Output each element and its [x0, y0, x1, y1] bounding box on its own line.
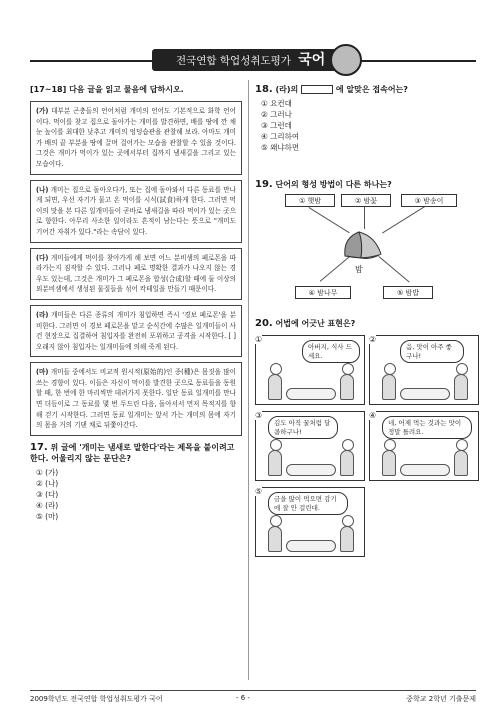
- comic-panel-4[interactable]: [369, 411, 479, 481]
- connector-line: [364, 207, 365, 229]
- passage-text: 개미들은 다른 종류의 개미가 침입하면 즉시 '경보 페로몬'을 분비한다. 그러면 이 경보 페로몬을 맡고 순식간에 수많은 일개미들이 사건 현장으로 집결하여 침입자를 완전히 포위하고 공격을 시작한다. [ ] 오래지 않아 침입자는 일개미들에 의해 죽게 된다.: [36, 310, 236, 351]
- question-18: [255, 84, 477, 153]
- word-box-4: ④ 밤나무: [295, 286, 351, 299]
- question-text-before: (라)의: [275, 85, 299, 94]
- header-banner: [152, 49, 352, 71]
- question-number: 20.: [255, 318, 273, 329]
- person-figure: [454, 450, 468, 476]
- option-2[interactable]: ② 그러나: [261, 110, 292, 119]
- dining-table: [400, 464, 450, 476]
- question-19: [255, 179, 477, 302]
- panel-number: ③: [255, 411, 263, 420]
- panel-number: ②: [369, 335, 377, 344]
- word-box-2: ② 밤꽃: [341, 194, 391, 207]
- person-figure: [268, 526, 282, 552]
- passage-ra: [36, 310, 236, 352]
- person-figure: [340, 450, 354, 476]
- person-figure: [268, 374, 282, 400]
- option-4[interactable]: ④ (라): [36, 500, 59, 510]
- person-figure: [268, 450, 282, 476]
- leaf-logo-icon: [330, 44, 362, 76]
- passage-label: (가): [36, 107, 49, 115]
- page-number: - 6 -: [236, 694, 250, 702]
- question-number: 19.: [255, 179, 273, 190]
- passage-box: [30, 248, 242, 300]
- passage-da: [36, 253, 236, 295]
- question-text: 위 글에 '개미는 냄새로 말한다'라는 제목을 붙이려고 한다. 어울리지 않는 문단은?: [30, 442, 235, 463]
- panel-number: ①: [255, 335, 263, 344]
- passage-text: 개미들에게 먹이를 찾아가게 해 보면 어느 분비샘의 페로몬을 따라가는지 짐작할 수 있다. 그러나 페로 명확한 결과가 나오지 않는 경우도 있는데, 그것은 개미가 그 페로몬을 합성(合成)할 때에 둘 이상의 외분비샘에서 생성된 물질들을 섞어 칵테일을 만들기 때문이다.: [36, 253, 236, 294]
- passage-na: [36, 185, 236, 238]
- option-1[interactable]: ① (가): [36, 467, 59, 477]
- question-prompt: [255, 179, 477, 190]
- passage-text: 개미는 집으로 돌아오다가, 또는 집에 돌아와서 다른 동료를 만나게 되면, 우선 자기가 물고 온 먹이를 시식(試食)하게 한다. 그러면 먹이의 맛을 본 다른 일개미들이 곧바로 냄새길을 따라 먹이가 있는 곳으로 향한다. 아무리 사소한 일이라도 흔적이 남는다는 뜻으로 "개미도 기어간 자취가 있다."라는 속담이 있다.: [36, 185, 236, 236]
- speech-bubble: 김도 아직 꿀처럼 달콤하구나!: [268, 416, 338, 439]
- question-20: [255, 318, 477, 557]
- footer-exam-title: 2009학년도 전국연합 학업성취도평가 국어: [30, 695, 163, 703]
- word-box-5: ⑤ 밤밥: [383, 286, 433, 299]
- question-number: 18.: [255, 84, 273, 95]
- dining-table: [286, 464, 336, 476]
- comic-panel-3[interactable]: [255, 411, 365, 481]
- option-5[interactable]: ⑤ (마): [36, 511, 59, 521]
- word-box-1: ① 햇밤: [285, 194, 335, 207]
- passage-ma: [36, 367, 236, 431]
- page-header: [30, 48, 476, 74]
- word-formation-diagram: [255, 194, 473, 302]
- comic-panel-5[interactable]: [255, 487, 365, 557]
- option-list: [30, 467, 242, 522]
- person-figure: [454, 374, 468, 400]
- option-3[interactable]: ③ (다): [36, 489, 59, 499]
- passage-text: 대부분 곤충들의 언어처럼 개미의 언어도 기본적으로 화학 언어이다. 먹이를 찾고 집으로 돌아가는 개미를 발견하면, 배를 땅에 깐 채 눈 높이를 최대한 낮추고 개미의 엉덩습관을 관찰해 보라. 아마도 개미가 배의 끝 부분을 땅에 끌며 걸어가는 모습을 관찰할 수 있을 것이다. 그것은 개미가 먹이가 있는 곳에서부터 집까지 냄새길을 그리고 있는 모습이다.: [36, 107, 236, 168]
- passage-box: [30, 180, 242, 243]
- question-text: 어법에 어긋난 표현은?: [275, 319, 356, 328]
- page-footer: [30, 690, 476, 704]
- passage-box: [30, 362, 242, 436]
- passage-box: [30, 305, 242, 357]
- option-1[interactable]: ① 요컨대: [261, 99, 292, 108]
- passage-label: (마): [36, 368, 49, 377]
- speech-bubble: 음, 맛이 아주 좋구나!: [400, 340, 464, 363]
- panel-number: ④: [369, 411, 377, 420]
- person-figure: [340, 526, 354, 552]
- passage-text: 개미들 중에서도 비교적 원시적(原始的)인 종(種)은 몸짓을 많이 쓰는 경향이 있다. 이들은 자신이 먹이를 발견한 곳으로 동료들을 동원할 때, 한 번에 한 마리씩만 데려가지 못한다. 일단 동료 일개미를 만나면 더듬이로 그 동료를 몇 번 두드린 다음, 돌아서서 먼저 목적지를 향해 걷기 시작한다. 그러면 동료 일개미는 앞서 가는 개미의 몸에 자기의 몸을 거의 기댄 채로 뒤쫓아간다.: [36, 368, 236, 430]
- question-text: 단어의 형성 방법이 다른 하나는?: [275, 180, 392, 189]
- question-number: 17.: [30, 441, 48, 453]
- question-text-after: 에 알맞은 접속어는?: [335, 85, 408, 94]
- question-prompt: [255, 84, 477, 95]
- comic-panel-2[interactable]: [369, 335, 479, 405]
- passage-label: (나): [36, 185, 49, 194]
- column-divider: [248, 80, 249, 680]
- footer-grade: 중학교 2학년 기출문제: [406, 695, 476, 703]
- panel-number: ⑤: [255, 487, 263, 496]
- option-3[interactable]: ③ 그런데: [261, 121, 292, 130]
- passage-label: (라): [36, 310, 49, 319]
- connector-line: [382, 206, 425, 233]
- dining-table: [286, 388, 336, 400]
- chestnut-icon: [341, 228, 385, 262]
- option-5[interactable]: ⑤ 왜냐하면: [261, 143, 300, 152]
- passage-ga: [36, 106, 236, 170]
- blank-box: [301, 85, 333, 94]
- person-figure: [382, 450, 396, 476]
- question-prompt: [255, 318, 477, 329]
- org-title: 전국연합 학업성취도평가: [176, 55, 291, 67]
- subject-title: 국어: [298, 52, 326, 68]
- center-word: 밤: [355, 265, 363, 274]
- question-17: [30, 442, 242, 522]
- instruction: [17~18] 다음 글을 읽고 물음에 답하시오.: [30, 85, 184, 94]
- speech-bubble: 금을 많이 먹으면 감기에 잘 안 걸린대.: [268, 492, 348, 515]
- dining-table: [286, 540, 336, 552]
- right-column: [255, 84, 477, 557]
- comic-panels: [255, 335, 477, 557]
- speech-bubble: 네, 어제 먹는 것과는 맛이 정말 틀려요.: [382, 416, 472, 439]
- left-column: [30, 84, 242, 522]
- word-box-3: ③ 밤송이: [401, 194, 457, 207]
- passage-label: (다): [36, 253, 49, 262]
- passage-box: [30, 101, 242, 175]
- question-prompt: [30, 442, 242, 464]
- speech-bubble: 아버지, 식사 드세요.: [302, 340, 360, 363]
- person-figure: [340, 374, 354, 400]
- dining-table: [400, 388, 450, 400]
- person-figure: [382, 374, 396, 400]
- option-list: [255, 98, 477, 153]
- option-4[interactable]: ④ 그리하여: [261, 132, 300, 141]
- comic-panel-1[interactable]: [255, 335, 365, 405]
- option-2[interactable]: ② (나): [36, 478, 59, 488]
